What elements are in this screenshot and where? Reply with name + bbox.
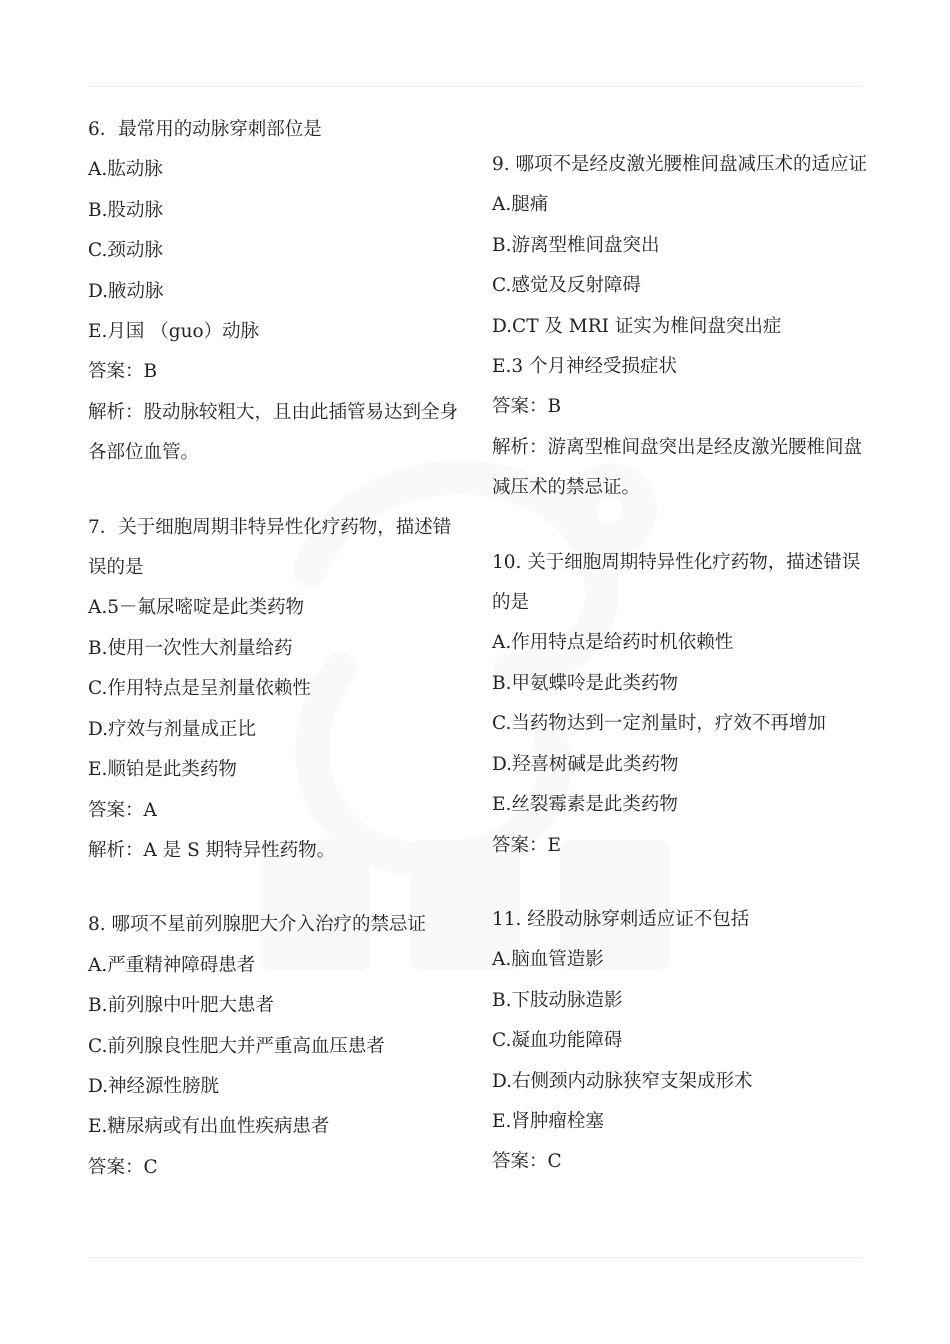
option-e: E.3 个月神经受损症状 (492, 356, 678, 378)
option-c: C.当药物达到一定剂量时，疗效不再增加 (492, 713, 826, 735)
answer: 答案：B (88, 361, 158, 383)
question-11 (492, 900, 872, 1183)
option-b: B.下肢动脉造影 (492, 989, 623, 1011)
analysis: 解析：股动脉较粗大，且由此插管易达到全身各部位血管。 (88, 401, 459, 464)
option-d: D.CT 及 MRI 证实为椎间盘突出症 (492, 315, 782, 337)
option-e: E.糖尿病或有出血性疾病患者 (88, 1116, 330, 1138)
option-a: A.肱动脉 (88, 159, 163, 181)
question-stem: 7．关于细胞周期非特异性化疗药物，描述错误的是 (88, 516, 452, 579)
option-a: A.脑血管造影 (492, 949, 604, 971)
option-d: D.疗效与剂量成正比 (88, 718, 257, 740)
option-d: D.腋动脉 (88, 280, 164, 302)
option-a: A.严重精神障碍患者 (88, 954, 256, 976)
left-question-column (88, 110, 468, 1188)
option-a: A.5－氟尿嘧啶是此类药物 (88, 597, 305, 619)
option-e: E.顺铂是此类药物 (88, 759, 237, 781)
header-divider (88, 86, 862, 87)
question-9 (492, 145, 872, 509)
option-c: C.感觉及反射障碍 (492, 275, 641, 297)
option-e: E.丝裂霉素是此类药物 (492, 794, 678, 816)
question-6 (88, 110, 468, 474)
answer: 答案：C (492, 1151, 562, 1173)
question-10 (492, 543, 872, 866)
option-b: B.前列腺中叶肥大患者 (88, 995, 274, 1017)
answer: 答案：A (88, 799, 157, 821)
answer: 答案：B (492, 396, 562, 418)
analysis: 解析：游离型椎间盘突出是经皮激光腰椎间盘减压术的禁忌证。 (492, 436, 863, 499)
option-a: A.作用特点是给药时机依赖性 (492, 632, 734, 654)
option-d: D.神经源性膀胱 (88, 1075, 220, 1097)
option-c: C.前列腺良性肥大并严重高血压患者 (88, 1035, 385, 1057)
question-stem: 11. 经股动脉穿刺适应证不包括 (492, 908, 750, 930)
question-7 (88, 508, 468, 872)
right-question-column (492, 145, 872, 1183)
answer: 答案：E (492, 834, 562, 856)
question-stem: 6．最常用的动脉穿刺部位是 (88, 119, 322, 140)
question-stem: 10. 关于细胞周期特异性化疗药物，描述错误的是 (492, 551, 861, 614)
option-c: C.作用特点是呈剂量依赖性 (88, 678, 311, 700)
option-b: B.甲氨蝶呤是此类药物 (492, 672, 678, 694)
analysis: 解析：A 是 S 期特异性药物。 (88, 839, 336, 861)
question-stem: 9. 哪项不是经皮激光腰椎间盘减压术的适应证 (492, 154, 868, 175)
question-stem: 8. 哪项不星前列腺肥大介入治疗的禁忌证 (88, 914, 427, 936)
option-c: C.颈动脉 (88, 240, 163, 262)
option-d: D.右侧颈内动脉狭窄支架成形术 (492, 1070, 753, 1092)
option-b: B.游离型椎间盘突出 (492, 234, 660, 256)
answer: 答案：C (88, 1156, 158, 1178)
option-b: B.股动脉 (88, 199, 163, 221)
option-e: E.月国 （guo）动脉 (88, 321, 260, 343)
option-e: E.肾肿瘤栓塞 (492, 1110, 604, 1132)
footer-divider (88, 1257, 862, 1258)
option-b: B.使用一次性大剂量给药 (88, 637, 293, 659)
option-a: A.腿痛 (492, 194, 549, 216)
option-c: C.凝血功能障碍 (492, 1030, 623, 1052)
option-d: D.羟喜树碱是此类药物 (492, 753, 679, 775)
question-8 (88, 905, 468, 1188)
